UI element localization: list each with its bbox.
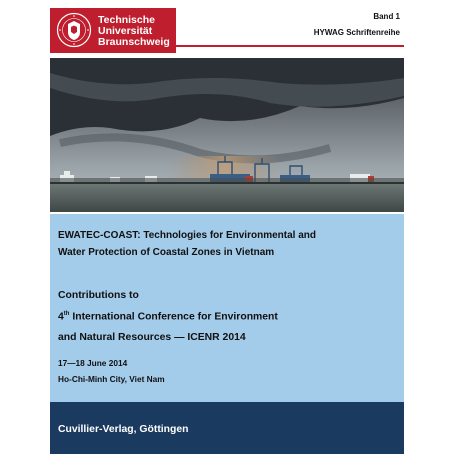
university-logo [50,8,176,53]
series-label: HYWAG Schriftenreihe [313,28,400,37]
storm-harbor-photo [50,58,404,212]
conference-name-part: International Conference for Environment [69,311,278,323]
conference-dates: 17—18 June 2014 [58,358,128,368]
header-rule [176,45,404,47]
volume-label: Band 1 [373,12,400,21]
conference-location: Ho-Chi-Minh City, Viet Nam [58,374,165,384]
title-line-1: EWATEC-COAST: Technologies for Environmental and [58,230,316,241]
university-seal-icon [56,12,92,48]
book-cover [50,8,404,454]
publisher-footer [50,402,404,454]
publisher-name: Cuvillier-Verlag, Göttingen [58,424,189,435]
university-name [98,15,170,48]
university-name-line-1: Technische [98,14,155,26]
university-name-line-3: Braunschweig [98,36,170,48]
conference-ordinal: th [63,311,70,317]
university-name-line-2: Universität [98,25,153,37]
title-line-2: Water Protection of Coastal Zones in Vietnam [58,247,275,258]
conference-number: 4 [58,311,64,323]
contributions-line-3: and Natural Resources — ICENR 2014 [58,332,246,343]
title-panel [50,214,404,402]
contributions-line-2 [58,311,278,322]
contributions-line-1: Contributions to [58,290,139,301]
